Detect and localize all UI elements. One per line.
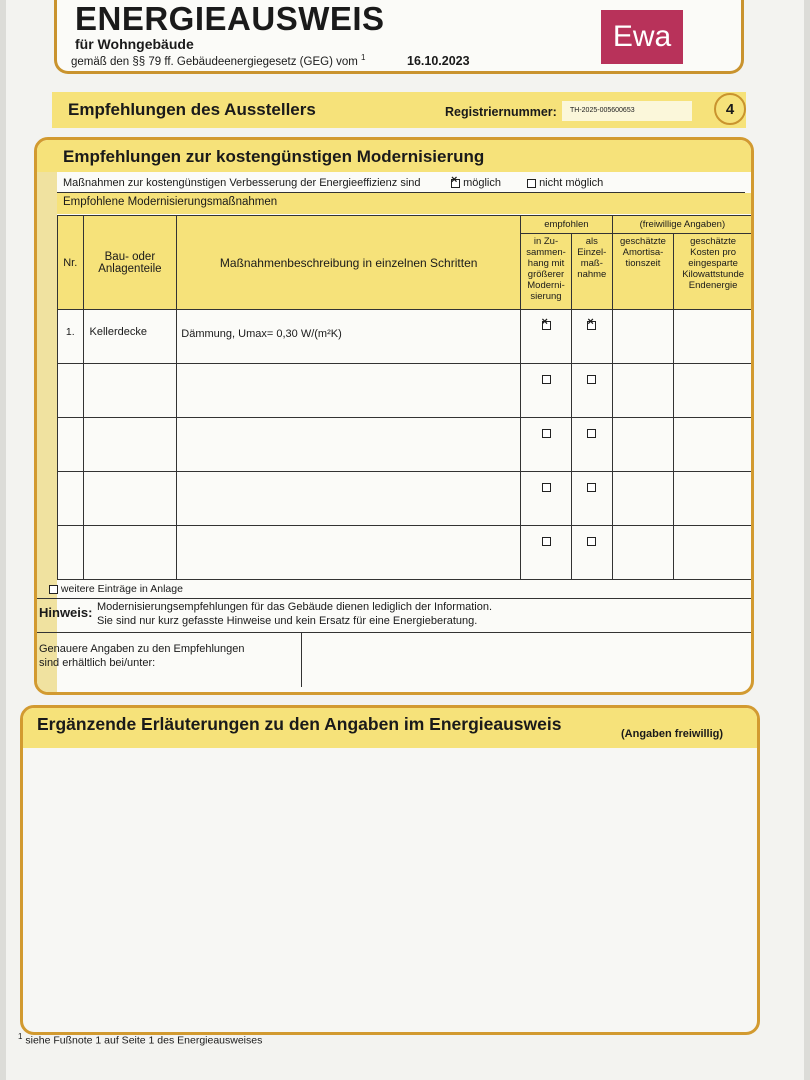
col-cost: geschätzte Kosten pro eingesparte Kilowattstunde Endenergie [674,234,753,310]
col-single: als Einzel-maß-nahme [571,234,612,310]
details-line-2: sind erhältlich bei/unter: [39,657,156,669]
note-line-2: Sie sind nur kurz gefasste Hinweise und kein Ersatz für eine Energieberatung. [97,615,478,627]
row-single-checkbox[interactable] [587,375,596,384]
document-page [6,0,804,1080]
row-amortisation[interactable] [612,418,674,472]
explanations-text-area[interactable] [31,754,749,1022]
row-in-context-cell [521,418,572,472]
note-line-1: Modernisierungsempfehlungen für das Gebäude dienen lediglich der Information. [97,601,493,613]
details-divider [301,633,302,687]
recommended-label: Empfohlene Modernisierungsmaßnahmen [63,196,278,208]
measures-text: Maßnahmen zur kostengünstigen Verbesserung der Energieeffizienz sind [63,177,421,189]
col-recommended: empfohlen [521,216,613,234]
row-in-context-checkbox[interactable] [542,429,551,438]
row-cost[interactable] [674,364,753,418]
col-optional: (freiwillige Angaben) [612,216,752,234]
option-possible [451,177,501,189]
col-nr: Nr. [58,216,84,310]
row-nr[interactable] [58,472,84,526]
row-description[interactable] [177,364,521,418]
row-single-checkbox[interactable] [587,429,596,438]
divider [37,598,751,599]
measures-table [57,215,753,580]
more-entries [49,583,183,595]
row-single-cell [571,310,612,364]
row-in-context-checkbox[interactable] [542,537,551,546]
table-row [58,472,753,526]
explanations-header [23,708,757,748]
table-row [58,364,753,418]
row-in-context-cell [521,472,572,526]
row-nr[interactable] [58,364,84,418]
option-possible-label: möglich [463,177,501,189]
page-title: Empfehlungen des Ausstellers [68,100,316,119]
explanations-note: (Angaben freiwillig) [621,728,724,740]
row-in-context-cell [521,310,572,364]
option-not-possible-label: nicht möglich [539,177,604,189]
col-description: Maßnahmenbeschreibung in einzelnen Schritten [177,216,521,310]
table-row [58,418,753,472]
row-amortisation[interactable] [612,526,674,580]
row-in-context-checkbox[interactable] [542,483,551,492]
row-amortisation[interactable] [612,310,674,364]
possible-checkbox[interactable] [451,179,460,188]
row-cost[interactable] [674,418,753,472]
row-single-checkbox[interactable] [587,483,596,492]
modernisation-section [34,137,754,695]
footnote-mark: 1 [18,1032,23,1041]
more-entries-label: weitere Einträge in Anlage [60,583,183,595]
modernisation-section-header [37,140,751,172]
table-row [58,310,753,364]
row-component[interactable] [83,472,177,526]
row-single-cell [571,472,612,526]
col-component: Bau- oder Anlagenteile [83,216,177,310]
row-cost[interactable] [674,526,753,580]
row-cost[interactable] [674,310,753,364]
row-single-cell [571,364,612,418]
row-cost[interactable] [674,472,753,526]
issue-date: 16.10.2023 [407,54,470,68]
divider [37,632,751,633]
col-in-context: in Zu-sammen-hang mit größerer Moderni-sierung [521,234,572,310]
row-component[interactable] [83,364,177,418]
document-title: ENERGIEAUSWEIS [75,0,385,37]
explanations-title: Ergänzende Erläuterungen zu den Angaben im Energieausweis [37,714,562,734]
document-subtitle: für Wohngebäude [75,36,194,52]
row-description[interactable]: Dämmung, Umax= 0,30 W/(m²K) [177,310,521,364]
registration-label: Registriernummer: [445,105,557,119]
page-number-badge: 4 [714,93,746,125]
row-in-context-cell [521,526,572,580]
page-header-bar [52,92,746,128]
row-nr[interactable]: 1. [58,310,84,364]
modernisation-section-title: Empfehlungen zur kostengünstigen Modernisierung [63,147,485,166]
row-description[interactable] [177,418,521,472]
row-description[interactable] [177,526,521,580]
row-component[interactable] [83,418,177,472]
row-amortisation[interactable] [612,364,674,418]
law-reference [71,53,365,68]
details-line-1: Genauere Angaben zu den Empfehlungen [39,643,245,655]
footnote [18,1032,262,1047]
row-nr[interactable] [58,418,84,472]
row-amortisation[interactable] [612,472,674,526]
more-entries-checkbox[interactable] [49,585,58,594]
option-not-possible [527,177,603,189]
ewa-logo: Ewa [601,10,683,64]
row-in-context-checkbox[interactable] [542,375,551,384]
details-input[interactable] [307,637,747,681]
row-in-context-cell [521,364,572,418]
row-component[interactable]: Kellerdecke [83,310,177,364]
explanations-section [20,705,760,1035]
registration-number: TH-2025-005600653 [562,101,692,121]
not-possible-checkbox[interactable] [527,179,536,188]
row-nr[interactable] [58,526,84,580]
row-in-context-checkbox[interactable] [542,321,551,330]
law-text: gemäß den §§ 79 ff. Gebäudeenergiegesetz (GEG) vom [71,55,358,68]
note-label: Hinweis: [39,605,93,620]
table-row [58,526,753,580]
row-component[interactable] [83,526,177,580]
row-single-cell [571,526,612,580]
row-single-checkbox[interactable] [587,321,596,330]
law-footnote-mark: 1 [361,53,366,62]
row-description[interactable] [177,472,521,526]
header-box [54,0,744,74]
row-single-cell [571,418,612,472]
row-single-checkbox[interactable] [587,537,596,546]
col-amortisation: geschätzte Amortisa-tionszeit [612,234,674,310]
footnote-text: siehe Fußnote 1 auf Seite 1 des Energieausweises [25,1034,263,1047]
